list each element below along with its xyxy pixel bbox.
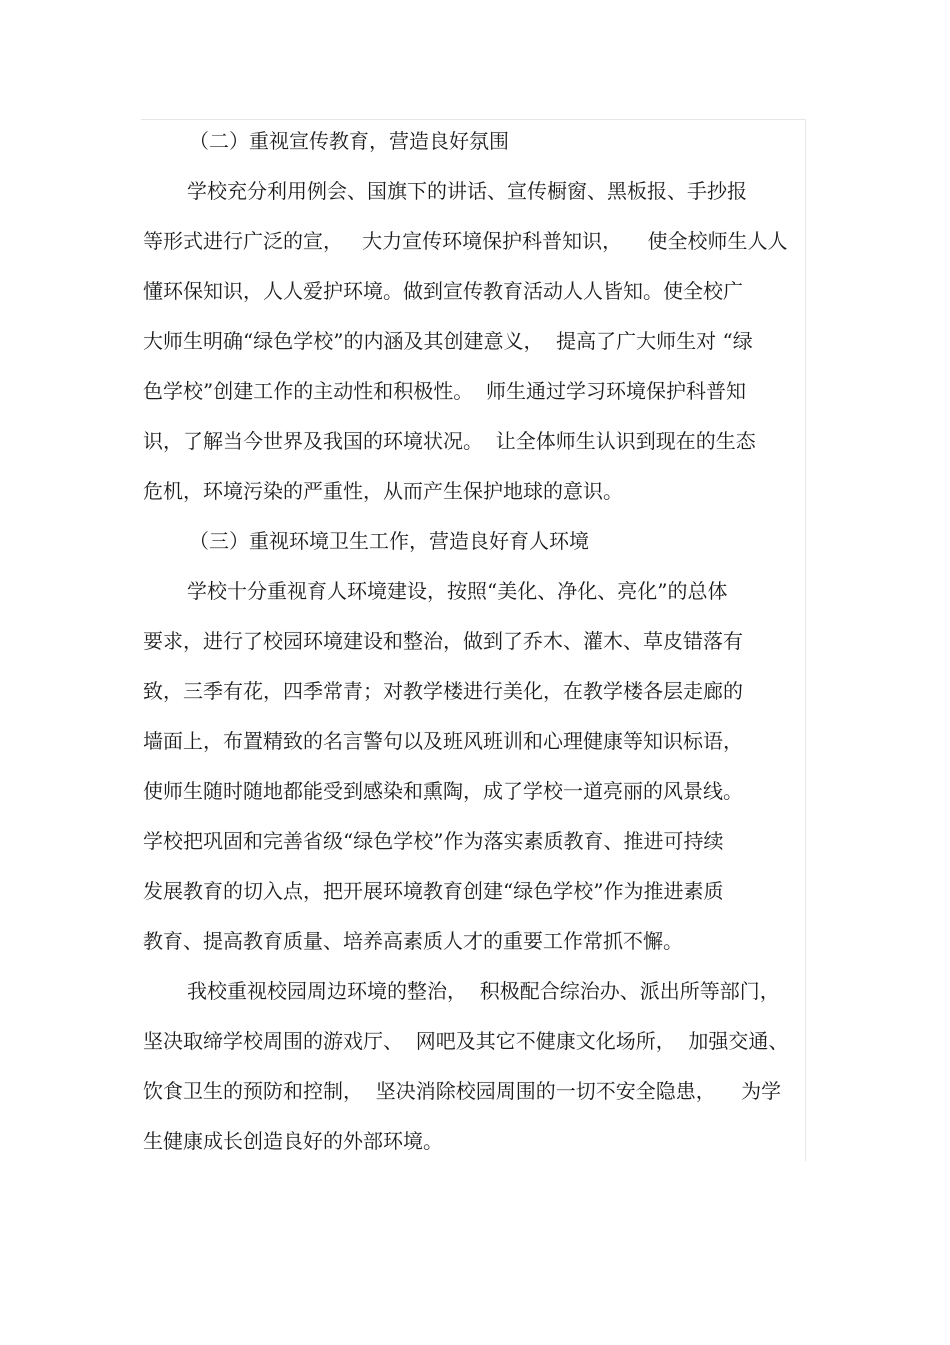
paragraph-line: 致，三季有花，四季常青；对教学楼进行美化，在教学楼各层走廊的 xyxy=(143,679,743,703)
paragraph-line: 学校十分重视育人环境建设，按照“美化、净化、亮化”的总体 xyxy=(187,579,728,603)
paragraph-line: 坚决取缔学校周围的游戏厅、 网吧及其它不健康文化场所， 加强交通、 xyxy=(143,1029,789,1053)
section-heading-3: （三）重视环境卫生工作，营造良好育人环境 xyxy=(189,529,589,553)
paragraph-line: 教育、提高教育质量、培养高素质人才的重要工作常抓不懈。 xyxy=(143,929,683,953)
paragraph-line: 饮食卫生的预防和控制， 坚决消除校园周围的一切不安全隐患， 为学 xyxy=(143,1079,782,1103)
paragraph-line: 学校充分利用例会、国旗下的讲话、宣传橱窗、黑板报、手抄报 xyxy=(187,179,747,203)
paragraph-line: 懂环保知识，人人爱护环境。做到宣传教育活动人人皆知。使全校广 xyxy=(143,279,743,303)
section-heading-2: （二）重视宣传教育，营造良好氛围 xyxy=(189,129,509,153)
paragraph-line: 要求，进行了校园环境建设和整治，做到了乔木、灌木、草皮错落有 xyxy=(143,629,743,653)
paragraph-line: 生健康成长创造良好的外部环境。 xyxy=(143,1129,443,1153)
paragraph-line: 学校把巩固和完善省级“绿色学校”作为落实素质教育、推进可持续 xyxy=(143,829,724,853)
paragraph-line: 墙面上，布置精致的名言警句以及班风班训和心理健康等知识标语， xyxy=(143,729,743,753)
paragraph-line: 使师生随时随地都能受到感染和熏陶，成了学校一道亮丽的风景线。 xyxy=(143,779,743,803)
paragraph-line: 等形式进行广泛的宣， 大力宣传环境保护科普知识， 使全校师生人人 xyxy=(143,229,788,253)
paragraph-line: 发展教育的切入点，把开展环境教育创建“绿色学校”作为推进素质 xyxy=(143,879,724,903)
paragraph-line: 色学校”创建工作的主动性和积极性。 师生通过学习环境保护科普知 xyxy=(143,379,746,403)
paragraph-line: 危机，环境污染的严重性，从而产生保护地球的意识。 xyxy=(143,479,623,503)
paragraph-line: 我校重视校园周边环境的整治， 积极配合综治办、派出所等部门， xyxy=(187,979,780,1003)
paragraph-line: 识，了解当今世界及我国的环境状况。 让全体师生认识到现在的生态 xyxy=(143,429,756,453)
paragraph-line: 大师生明确“绿色学校”的内涵及其创建意义， 提高了广大师生对 “绿 xyxy=(143,329,753,353)
